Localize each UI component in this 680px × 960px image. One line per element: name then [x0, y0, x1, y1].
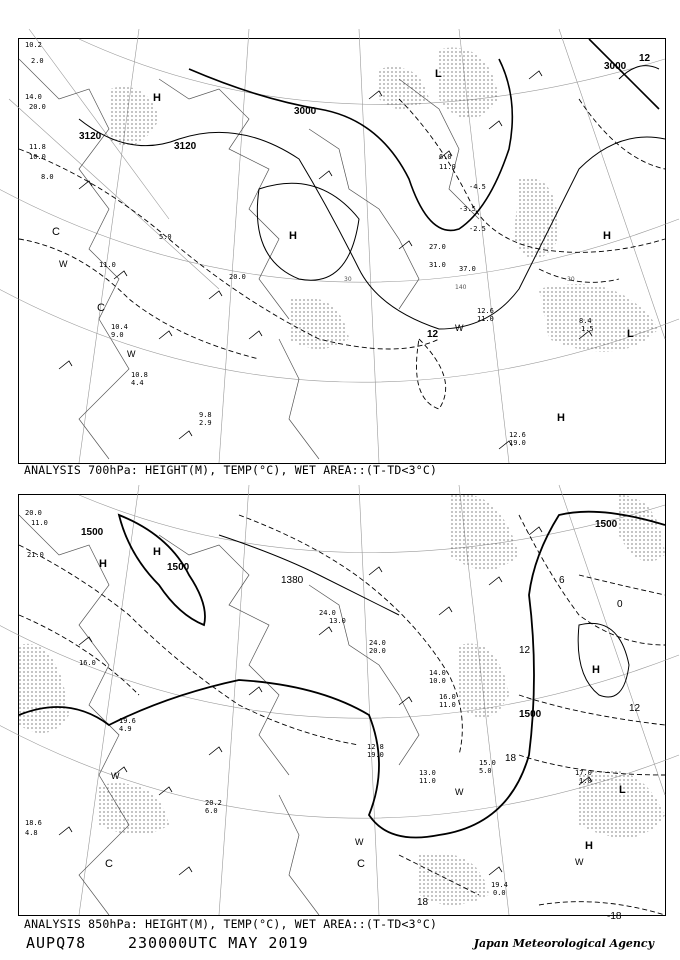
obs-27: -2.5: [469, 225, 486, 233]
obs-21: 12.6: [477, 307, 494, 315]
contour-label-1500-c: 1500: [519, 709, 542, 720]
map-850hpa: [19, 495, 665, 922]
obs-14: 0.0: [493, 889, 506, 897]
grid-label-lon: 140: [455, 284, 467, 291]
obs-2: 11.0: [31, 519, 48, 527]
station-data: [25, 509, 592, 897]
obs-27: 20.2: [205, 799, 222, 807]
latlon-grid: [0, 29, 679, 463]
obs-24: 31.0: [429, 261, 446, 269]
analysis-time: 230000UTC MAY 2019: [128, 934, 309, 952]
symbol-h-1: H: [153, 546, 161, 558]
symbol-w-1: W: [111, 771, 120, 781]
symbol-w-2: W: [355, 837, 364, 847]
symbol-c-1: C: [105, 858, 113, 870]
agency-name: Japan Meteorological Agency: [473, 937, 654, 950]
obs-28: -4.5: [469, 183, 486, 191]
symbol-h-2: H: [99, 558, 107, 570]
obs-18: 11.0: [439, 701, 456, 709]
obs-25: 15.0: [479, 759, 496, 767]
contour-label-3000-b: 3000: [604, 61, 627, 72]
symbol-w-4: W: [575, 857, 584, 867]
contour-label-1500-b: 1500: [167, 562, 190, 573]
chart-850hpa: [18, 494, 666, 922]
obs-7: 8.0: [41, 173, 54, 181]
contour-label-neg18: -18: [607, 911, 622, 922]
obs-2: 2.0: [31, 57, 44, 65]
symbol-w-2: W: [127, 349, 136, 359]
contour-label-1380: 1380: [281, 575, 304, 586]
wet-areas: [19, 494, 665, 905]
grid-label-lat-b: 30: [567, 276, 575, 283]
obs-11: 10.4: [111, 323, 128, 331]
symbol-c-2: C: [357, 858, 365, 870]
symbol-h-2: H: [289, 230, 297, 242]
obs-23: 27.0: [429, 243, 446, 251]
pressure-symbols: [99, 546, 626, 870]
contour-label-12-b: 12: [639, 53, 651, 64]
symbol-l-2: L: [627, 328, 634, 340]
symbol-h-4: H: [557, 412, 565, 424]
chart-700hpa: [18, 38, 666, 464]
obs-16: 1.0: [579, 777, 592, 785]
obs-12: 4.8: [25, 829, 38, 837]
obs-8: 20.0: [229, 273, 246, 281]
obs-22: 10.0: [429, 677, 446, 685]
obs-20: 11.0: [419, 777, 436, 785]
symbol-l-1: L: [435, 68, 442, 80]
obs-5: 11.8: [29, 143, 46, 151]
grid-label-lat-a: 30: [344, 276, 352, 283]
obs-21: 14.0: [429, 669, 446, 677]
obs-26: -3.5: [459, 205, 476, 213]
obs-16: 2.9: [199, 419, 212, 427]
isotherms: [19, 515, 665, 915]
obs-20: 1.5: [581, 325, 594, 333]
obs-1: 10.2: [25, 41, 42, 49]
caption-850hpa: ANALYSIS 850hPa: HEIGHT(M), TEMP(°C), WET AREA::(T-TD<3°C): [24, 917, 438, 931]
obs-18: 19.0: [509, 439, 526, 447]
obs-15: 17.0: [575, 769, 592, 777]
contour-label-3000-a: 3000: [294, 106, 317, 117]
wet-areas: [109, 48, 659, 352]
obs-22: 11.0: [477, 315, 494, 323]
obs-13: 10.8: [131, 371, 148, 379]
symbol-h-3: H: [592, 664, 600, 676]
obs-7: 24.0: [369, 639, 386, 647]
obs-9: 11.0: [99, 261, 116, 269]
symbol-c-2: C: [97, 302, 105, 314]
contour-label-0: 0: [617, 599, 623, 610]
obs-14: 4.4: [131, 379, 144, 387]
map-700hpa: [19, 39, 665, 463]
obs-24: 19.0: [367, 751, 384, 759]
obs-6: 10.0: [29, 153, 46, 161]
symbol-h-3: H: [603, 230, 611, 242]
symbol-c-1: C: [52, 226, 60, 238]
obs-26: 5.0: [479, 767, 492, 775]
obs-28: 6.0: [205, 807, 218, 815]
coastline: [19, 515, 419, 915]
obs-29: 6.0: [439, 153, 452, 161]
obs-8: 20.0: [369, 647, 386, 655]
obs-3: 14.0: [25, 93, 42, 101]
bulletin-code: AUPQ78: [26, 934, 87, 952]
obs-15: 9.8: [199, 411, 212, 419]
obs-19: 8.4: [579, 317, 592, 325]
obs-17: 16.0: [439, 693, 456, 701]
obs-25: 37.0: [459, 265, 476, 273]
contour-label-1500-a: 1500: [81, 527, 104, 538]
obs-9: 19.6: [119, 717, 136, 725]
obs-11: 18.6: [25, 819, 42, 827]
contour-label-3120-b: 3120: [174, 141, 197, 152]
symbol-w-3: W: [455, 323, 464, 333]
symbol-w-3: W: [455, 787, 464, 797]
obs-19: 13.0: [419, 769, 436, 777]
obs-10: 4.9: [119, 725, 132, 733]
symbol-l-1: L: [619, 784, 626, 796]
symbol-h-4: H: [585, 840, 593, 852]
height-contours-thin: [219, 535, 629, 697]
contour-label-12-a: 12: [427, 329, 439, 340]
obs-13: 19.4: [491, 881, 508, 889]
symbol-w-1: W: [59, 259, 68, 269]
symbol-h-1: H: [153, 92, 161, 104]
obs-30: 11.0: [439, 163, 456, 171]
contour-label-6: 6: [559, 575, 565, 586]
caption-700hpa: ANALYSIS 700hPa: HEIGHT(M), TEMP(°C), WET AREA::(T-TD<3°C): [24, 463, 438, 477]
contour-label-12-b: 12: [629, 703, 641, 714]
obs-5: 24.0: [319, 609, 336, 617]
contour-label-18-a: 18: [505, 753, 517, 764]
contour-label-1500-d: 1500: [595, 519, 618, 530]
obs-23: 12.8: [367, 743, 384, 751]
obs-3: 21.0: [27, 551, 44, 559]
obs-4: 16.0: [79, 659, 96, 667]
obs-6: 13.0: [329, 617, 346, 625]
isotherms: [19, 99, 665, 409]
obs-10: 5.0: [159, 233, 172, 241]
contour-label-12-a: 12: [519, 645, 531, 656]
obs-4: 20.0: [29, 103, 46, 111]
obs-17: 12.6: [509, 431, 526, 439]
obs-1: 20.0: [25, 509, 42, 517]
obs-12: 9.0: [111, 331, 124, 339]
height-contours: [189, 39, 659, 230]
contour-label-18-b: 18: [417, 897, 429, 908]
contour-label-3120-a: 3120: [79, 131, 102, 142]
